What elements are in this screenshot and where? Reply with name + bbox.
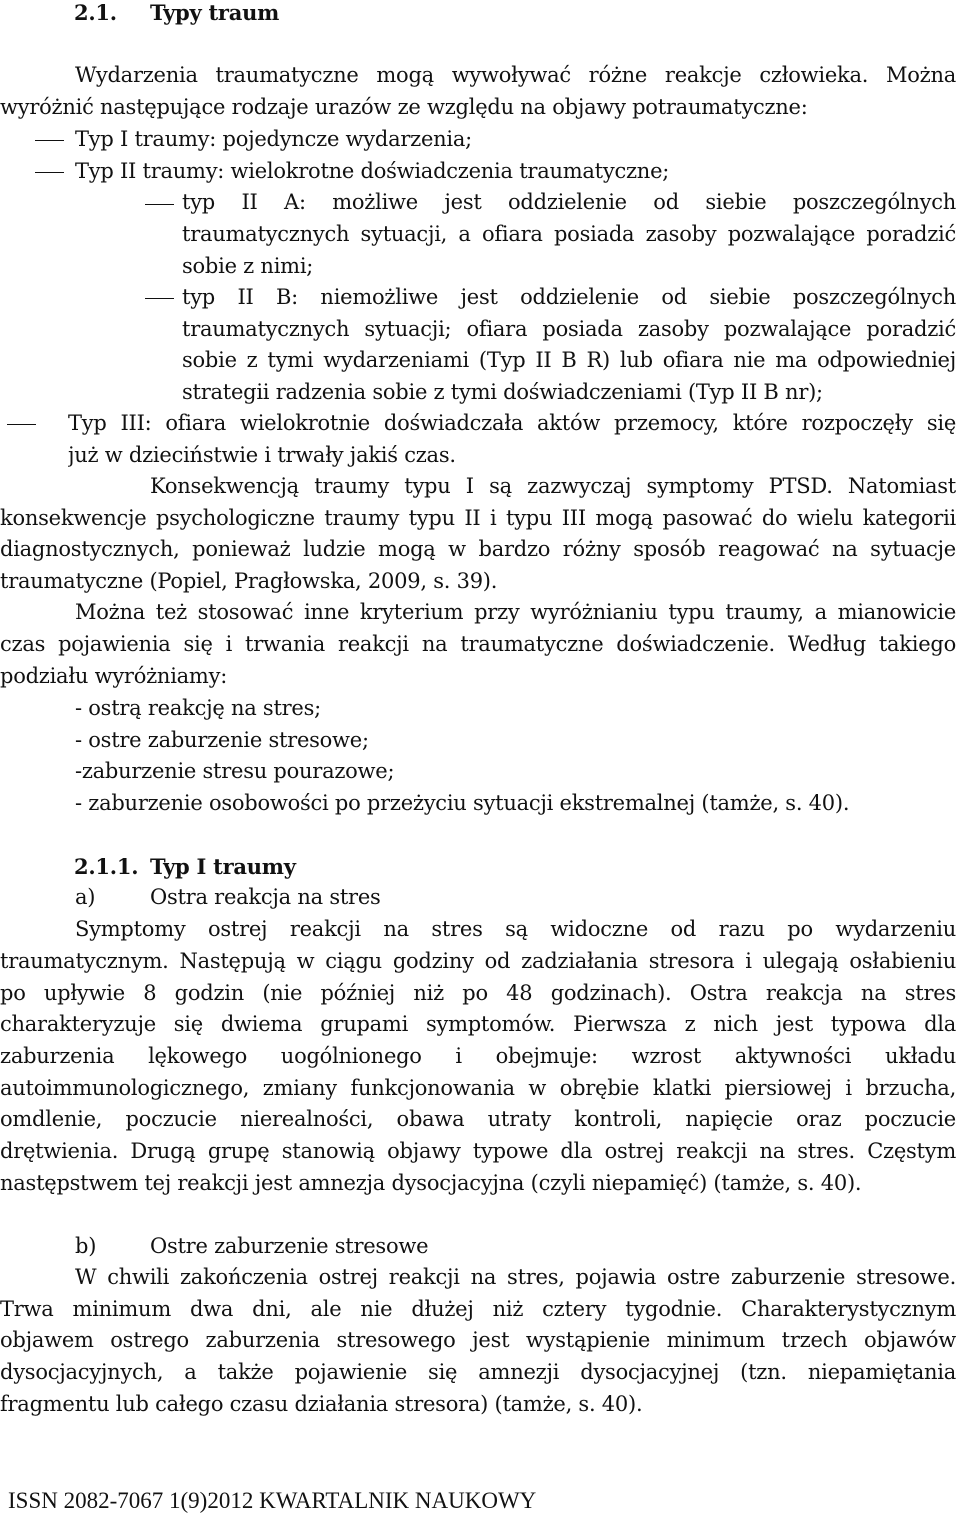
para-criterion-line-3: podziału wyróżniamy: (0, 664, 228, 688)
list-dash (7, 424, 36, 425)
para-consequences-line-3: diagnostycznych, ponieważ ludzie mogą w bardzo różny sposób reagować na sytuacje (0, 537, 956, 561)
list-item-type2b-line-3: sobie z tymi wydarzeniami (Typ II B R) lub ofiara nie ma odpowiedniej (182, 348, 956, 372)
list-item-type2a-line-1: typ II A: możliwe jest oddzielenie od siebie poszczególnych (182, 190, 956, 214)
page-footer: ISSN 2082-7067 1(9)2012 KWARTALNIK NAUKOWY (8, 1488, 537, 1513)
list-item-type2b-line-4: strategii radzenia sobie z tymi doświadczeniami (Typ II B nr); (182, 380, 823, 404)
list-item-type3-line-2: już w dzieciństwie i trwały jakiś czas. (68, 443, 456, 467)
section-a-line-6: autoimmunologicznego, zmiany funkcjonowania w obrębie klatki piersiowej i brzucha, (0, 1076, 956, 1100)
para-consequences-line-2: konsekwencje psychologiczne traumy typu II i typu III mogą pasować do wielu kategorii (0, 506, 956, 530)
criterion-item: - ostre zaburzenie stresowe; (75, 728, 369, 752)
section-b-line-4: dysocjacyjnych, a także pojawienie się amnezji dysocjacyjnej (tzn. niepamiętania (0, 1360, 956, 1384)
intro-line-1: Wydarzenia traumatyczne mogą wywoływać różne reakcje człowieka. Można (75, 63, 956, 87)
section-number: 2.1. (74, 0, 117, 25)
list-item-type2: Typ II traumy: wielokrotne doświadczenia traumatyczne; (75, 159, 670, 183)
list-dash (145, 298, 174, 299)
para-consequences-line-4: traumatyczne (Popiel, Pragłowska, 2009, s. 39). (0, 569, 498, 593)
list-dash (35, 140, 64, 141)
list-dash (145, 204, 174, 205)
subsection-heading (0, 851, 960, 882)
criterion-item: -zaburzenie stresu pourazowe; (75, 759, 395, 783)
criterion-item: - ostrą reakcję na stres; (75, 696, 321, 720)
section-a-line-4: charakteryzuje się dwiema grupami symptomów. Pierwsza z nich jest typowa dla (0, 1012, 956, 1036)
section-heading (0, 0, 960, 28)
list-item-type1: Typ I traumy: pojedyncze wydarzenia; (75, 127, 472, 151)
section-a-line-8: drętwienia. Drugą grupę stanowią objawy typowe dla ostrej reakcji na stres. Częstym (0, 1139, 956, 1163)
section-a-line-9: następstwem tej reakcji jest amnezja dysocjacyjna (czyli niepamięć) (tamże, s. 40). (0, 1171, 862, 1195)
para-consequences-line-1: Konsekwencją traumy typu I są zazwyczaj symptomy PTSD. Natomiast (150, 474, 956, 498)
list-item-type2b-line-2: traumatycznych sytuacji; ofiara posiada zasoby pozwalające poradzić (182, 317, 956, 341)
section-a-line-3: po upływie 8 godzin (nie później niż po 48 godzinach). Ostra reakcja na stres (0, 981, 956, 1005)
section-a-line-1: Symptomy ostrej reakcji na stres są widoczne od razu po wydarzeniu (75, 917, 956, 941)
intro-line-2: wyróżnić następujące rodzaje urazów ze względu na objawy potraumatyczne: (0, 95, 808, 119)
section-b-line-5: fragmentu lub całego czasu działania stresora) (tamże, s. 40). (0, 1392, 643, 1416)
section-b-line-1: W chwili zakończenia ostrej reakcji na stres, pojawia ostre zaburzenie stresowe. (75, 1265, 956, 1289)
subsection-number: 2.1.1. (74, 854, 139, 879)
section-b-title: Ostre zaburzenie stresowe (150, 1234, 429, 1258)
list-item-type2a-line-3: sobie z nimi; (182, 254, 314, 278)
list-dash (35, 172, 64, 173)
subsection-title: Typ I traumy (150, 854, 296, 879)
para-criterion-line-1: Można też stosować inne kryterium przy wyróżnianiu typu traumy, a mianowicie (75, 600, 956, 624)
section-a-letter: a) (75, 885, 96, 909)
section-b-line-3: objawem ostrego zaburzenia stresowego jest wystąpienie minimum trzech objawów (0, 1328, 956, 1352)
list-item-type3-line-1: Typ III: ofiara wielokrotnie doświadczała aktów przemocy, które rozpoczęły się (68, 411, 956, 435)
list-item-type2a-line-2: traumatycznych sytuacji, a ofiara posiada zasoby pozwalające poradzić (182, 222, 956, 246)
section-a-line-7: omdlenie, poczucie nierealności, obawa utraty kontroli, napięcie oraz poczucie (0, 1107, 956, 1131)
section-a-line-2: traumatycznym. Następują w ciągu godziny od zadziałania stresora i ulegają osłabieniu (0, 949, 956, 973)
section-a-title: Ostra reakcja na stres (150, 885, 381, 909)
section-b-heading (0, 1231, 960, 1262)
list-item-type2b-line-1: typ II B: niemożliwe jest oddzielenie od siebie poszczególnych (182, 285, 956, 309)
section-b-line-2: Trwa minimum dwa dni, ale nie dłużej niż cztery tygodnie. Charakterystycznym (0, 1297, 956, 1321)
section-a-heading (0, 882, 960, 913)
para-criterion-line-2: czas pojawienia się i trwania reakcji na traumatyczne doświadczenie. Według takiego (0, 632, 956, 656)
section-a-line-5: zaburzenia lękowego uogólnionego i obejmuje: wzrost aktywności układu (0, 1044, 956, 1068)
criterion-item: - zaburzenie osobowości po przeżyciu sytuacji ekstremalnej (tamże, s. 40). (75, 791, 850, 815)
section-title: Typy traum (150, 0, 280, 25)
section-b-letter: b) (75, 1234, 97, 1258)
